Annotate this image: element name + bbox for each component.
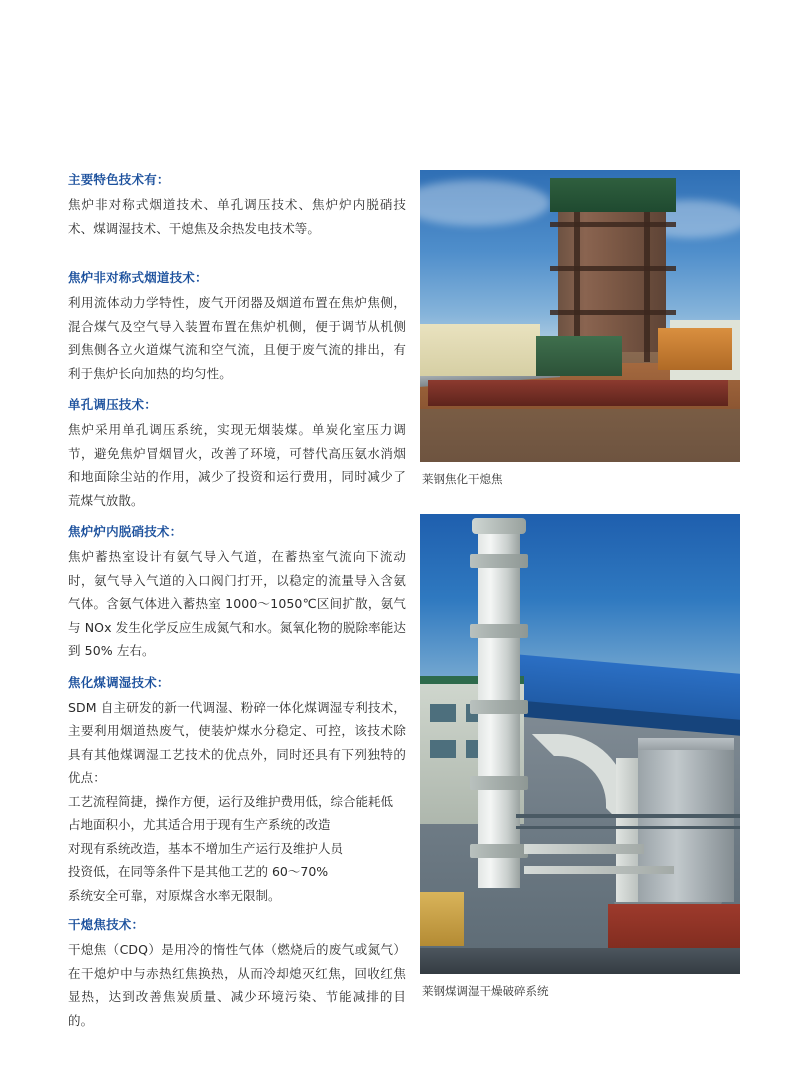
figure-caption-dry-quenching: 莱钢焦化干熄焦	[422, 472, 503, 486]
figure-caption-coal-moisture: 莱钢煤调湿干燥破碎系统	[422, 984, 549, 998]
bullet-item: 对现有系统改造，基本不增加生产运行及维护人员	[68, 840, 344, 856]
photo-green-building	[536, 336, 622, 376]
photo-foreground-floor	[420, 948, 740, 974]
photo-pipe	[524, 866, 674, 874]
photo-tower-flange	[470, 554, 528, 568]
photo-pipe	[524, 844, 644, 854]
section-heading-dry-quenching: 干熄焦技术：	[68, 917, 145, 932]
photo-steel-column	[644, 212, 650, 362]
coke-dry-quenching-plant-photo	[420, 170, 740, 462]
section-paragraph-asymmetric-flue: 利用流体动力学特性，废气开闭器及烟道布置在焦炉焦侧，混合煤气及空气导入装置布置在焦炉机侧，便于调节从机侧到焦侧各立火道煤气流和空气流，且便于废气流的排出，有利于焦炉长向加热的均匀性。	[68, 295, 406, 381]
section-spacer	[68, 250, 406, 268]
section-paragraph-coal-moisture-control: SDM 自主研发的新一代调湿、粉碎一体化煤调湿专利技术，主要利用烟道热废气，使装炉煤水分稳定、可控，该技术除具有其他煤调湿工艺技术的优点外，同时还具有下列独特的优点：	[68, 699, 406, 785]
section-heading-coal-moisture-control: 焦化煤调湿技术：	[68, 674, 170, 690]
photo-window	[430, 704, 456, 722]
section-paragraph-main-features: 焦炉非对称式烟道技术、单孔调压技术、焦炉炉内脱硝技术、煤调湿技术、干熄焦及余热发电技术等。	[68, 197, 406, 236]
photo-railing	[516, 826, 740, 829]
bullet-item: 占地面积小，尤其适合用于现有生产系统的改造	[68, 817, 331, 832]
photo-orange-equipment	[658, 328, 732, 370]
photo-yellow-building	[420, 324, 540, 376]
section-paragraph-in-furnace-denitration: 焦炉蓄热室设计有氨气导入气道，在蓄热室气流向下流动时，氨气导入气道的入口阀门打开，以稳定的流量导入含氨气体。含氨气体进入蓄热室 1000～1050℃区间扩散，氨气与 NOx 发生化学反应生成氮气和水。氮氧化物的脱除率能达到 50% 左右。	[68, 549, 406, 658]
photo-steel-beam	[550, 266, 676, 271]
photo-tower-flange	[470, 844, 528, 858]
photo-steel-beam	[550, 222, 676, 227]
section-bullets-coal-moisture-control	[68, 790, 406, 908]
photo-tower-flange	[470, 700, 528, 714]
section-heading-single-hole-pressure: 单孔调压技术：	[68, 397, 157, 412]
photo-yellow-equipment	[420, 892, 464, 946]
photo-steel-beam	[550, 310, 676, 315]
bullet-item: 工艺流程简捷，操作方便，运行及维护费用低，综合能耗低	[68, 793, 394, 809]
photo-rail-car	[428, 380, 728, 406]
photo-tower-cap	[472, 518, 526, 534]
photo-tower-top-structure	[550, 178, 676, 212]
section-heading-asymmetric-flue: 焦炉非对称式烟道技术：	[68, 270, 208, 285]
image-column	[420, 170, 740, 1042]
bullet-item: 系统安全可靠，对原煤含水率无限制。	[68, 887, 281, 903]
bullet-item: 投资低，在同等条件下是其他工艺的 60～70%	[68, 864, 329, 879]
photo-railing	[516, 814, 740, 818]
photo-window	[430, 740, 456, 758]
section-heading-in-furnace-denitration: 焦炉炉内脱硝技术：	[68, 524, 183, 539]
coal-moisture-drying-crushing-system-photo	[420, 514, 740, 974]
page-content	[68, 170, 740, 1042]
text-column	[68, 170, 406, 1042]
section-paragraph-single-hole-pressure: 焦炉采用单孔调压系统，实现无烟装煤。单炭化室压力调节，避免焦炉冒烟冒火，改善了环境，可替代高压氨水消烟和地面除尘站的作用，减少了投资和运行费用，同时减少了荒煤气放散。	[68, 422, 406, 508]
photo-tower-flange	[470, 776, 528, 790]
section-heading-main-features: 主要特色技术有：	[68, 172, 170, 187]
photo-tower-flange	[470, 624, 528, 638]
section-paragraph-dry-quenching: 干熄焦（CDQ）是用冷的惰性气体（燃烧后的废气或氮气）在干熄炉中与赤热红焦换热，从而冷却熄灭红焦，回收红焦显热，达到改善焦炭质量、减少环境污染、节能减排的目的。	[68, 942, 406, 1028]
